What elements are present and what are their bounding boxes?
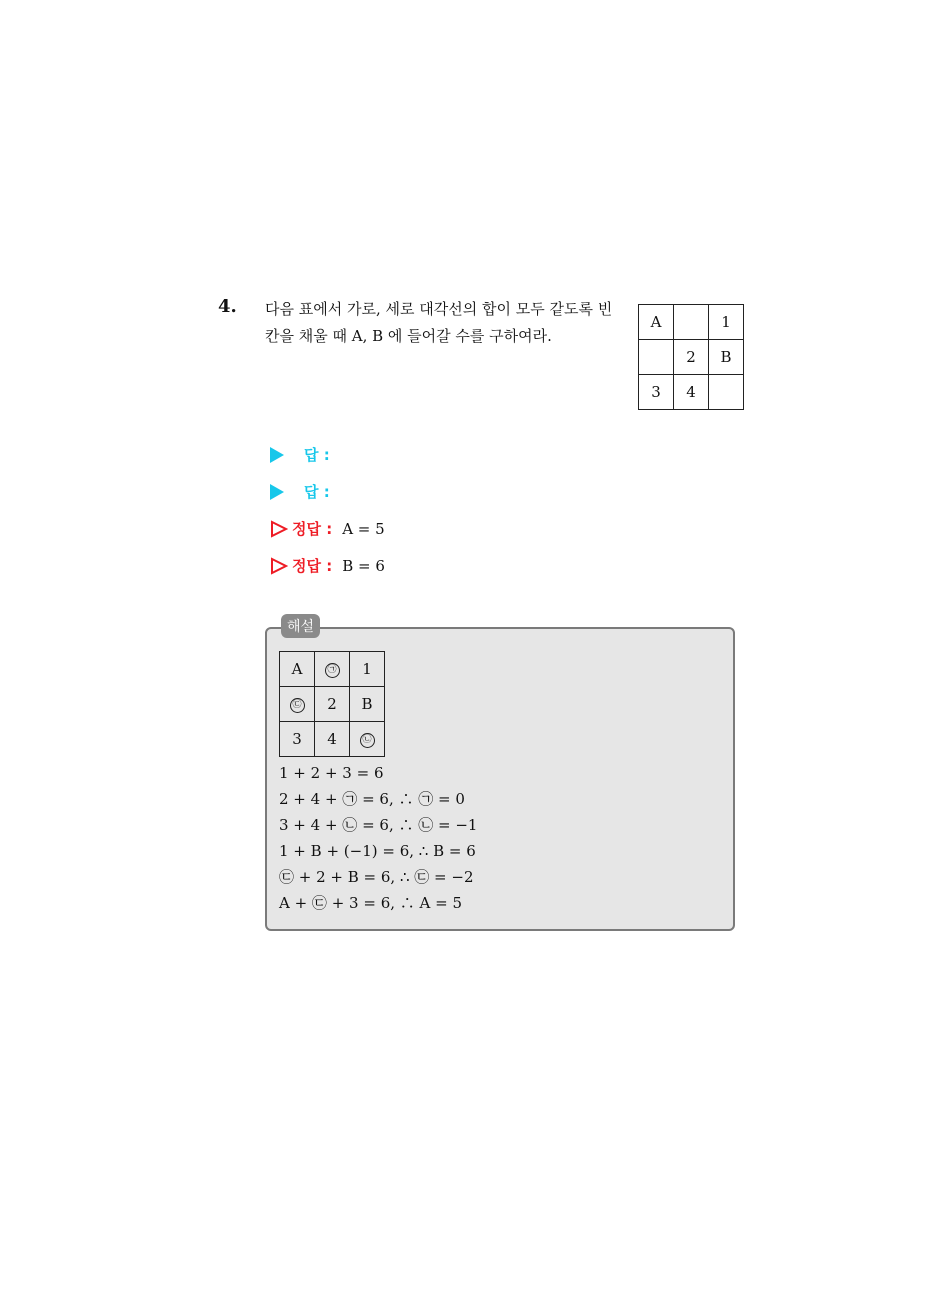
correct-answer-label: 정답 : xyxy=(292,520,333,538)
solution-step: 3 + 4 + ㉡ = 6, ∴ ㉡ = −1 xyxy=(279,816,478,834)
grid-cell: B xyxy=(350,687,385,722)
question-grid xyxy=(638,304,744,410)
correct-answer-value: A = 5 xyxy=(342,519,385,538)
answer-blank-label: 답 : xyxy=(304,483,330,501)
grid-cell xyxy=(315,652,350,687)
grid-cell: 2 xyxy=(674,340,709,375)
circled-giyeok-icon: ㉠ xyxy=(325,663,340,678)
solution-step: A + ㉢ + 3 = 6, ∴ A = 5 xyxy=(279,894,463,912)
question-line-1: 다음 표에서 가로, 세로 대각선의 합이 모두 같도록 빈 xyxy=(265,300,613,318)
grid-cell xyxy=(639,340,674,375)
grid-cell: B xyxy=(709,340,744,375)
circled-nieun-icon: ㉡ xyxy=(360,733,375,748)
solution-step: 1 + B + (−1) = 6, ∴ B = 6 xyxy=(279,842,476,860)
grid-cell: 1 xyxy=(350,652,385,687)
correct-answer-value: B = 6 xyxy=(342,556,385,575)
grid-cell xyxy=(350,722,385,757)
question-line-2: 칸을 채울 때 A, B 에 들어갈 수를 구하여라. xyxy=(265,327,552,345)
correct-answer-row xyxy=(270,510,385,547)
grid-cell: A xyxy=(639,305,674,340)
play-arrow-icon xyxy=(270,484,284,500)
grid-cell: 4 xyxy=(674,375,709,410)
grid-cell xyxy=(280,687,315,722)
solution-step: ㉢ + 2 + B = 6, ∴ ㉢ = −2 xyxy=(279,868,474,886)
answer-blank-label: 답 : xyxy=(304,446,330,464)
grid-cell xyxy=(674,305,709,340)
grid-cell: A xyxy=(280,652,315,687)
question-number: 4. xyxy=(218,296,237,317)
circled-digeut-icon: ㉢ xyxy=(290,698,305,713)
grid-cell: 4 xyxy=(315,722,350,757)
grid-cell: 1 xyxy=(709,305,744,340)
grid-cell: 3 xyxy=(639,375,674,410)
outline-triangle-icon xyxy=(270,557,288,575)
grid-cell xyxy=(709,375,744,410)
answer-blank-row xyxy=(270,473,385,510)
correct-answer-label: 정답 : xyxy=(292,557,333,575)
grid-cell: 3 xyxy=(280,722,315,757)
solution-step: 2 + 4 + ㉠ = 6, ∴ ㉠ = 0 xyxy=(279,790,465,808)
solution-tab: 해설 xyxy=(281,614,320,638)
play-arrow-icon xyxy=(270,447,284,463)
correct-answer-row xyxy=(270,547,385,584)
answer-section xyxy=(270,436,385,584)
outline-triangle-icon xyxy=(270,520,288,538)
solution-steps xyxy=(279,760,477,916)
answer-blank-row xyxy=(270,436,385,473)
question-text xyxy=(265,296,625,350)
solution-step: 1 + 2 + 3 = 6 xyxy=(279,764,384,782)
solution-grid xyxy=(279,651,385,757)
grid-cell: 2 xyxy=(315,687,350,722)
